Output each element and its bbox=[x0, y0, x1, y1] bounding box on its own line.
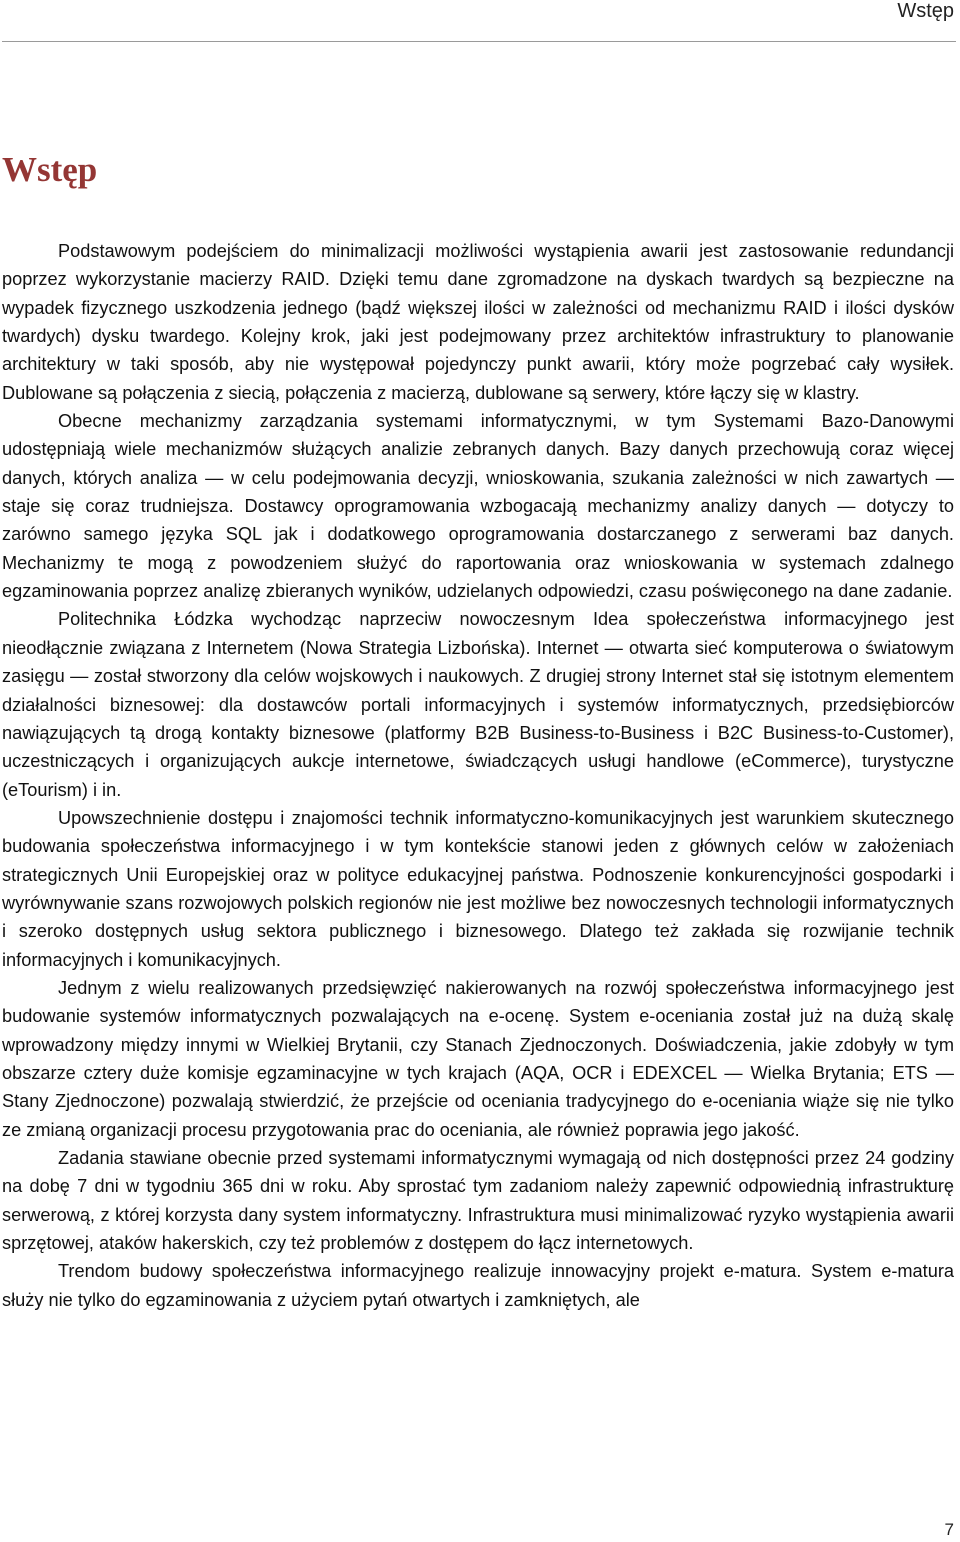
paragraph: Obecne mechanizmy zarządzania systemami informatycznymi, w tym Systemami Bazo-Danowymi udostępniają wiele mechanizmów służących analizie zebranych danych. Bazy danych przechowują coraz więcej danych, których analiza — w celu podejmowania decyzji, wnioskowania, szukania zależności w nich zawartych — staje się coraz trudniejsza. Dostawcy oprogramowania wzbogacają mechanizmy analizy danych — dotyczy to zarówno samego języka SQL jak i dodatkowego oprogramowania dostarczanego z serwerami baz danych. Mechanizmy te mogą z powodzeniem służyć do raportowania oraz wnioskowania w systemach zdalnego egzaminowania poprzez analizę zbieranych wyników, udzielanych odpowiedzi, czasu poświęconego na dane zadanie. bbox=[2, 411, 954, 602]
paragraph: Politechnika Łódzka wychodząc naprzeciw nowoczesnym Idea społeczeństwa informacyjnego jest nieodłącznie związana z Internetem (Nowa Strategia Lizbońska). Internet — otwarta sieć komputerowa o światowym zasięgu — został stworzony dla celów wojskowych i naukowych. Z drugiej strony Internet stał się istotnym elementem działalności biznesowej: dla dostawców portali informacyjnych i systemów informatycznych, przedsiębiorców nawiązujących tą drogą kontakty biznesowe (platformy B2B Business-to-Business i B2C Business-to-Customer), uczestniczących i organizujących aukcje internetowe, świadczących usługi handlowe (eCommerce), turystyczne (eTourism) i in. bbox=[2, 609, 954, 800]
running-header: Wstęp bbox=[897, 0, 954, 22]
header-divider bbox=[2, 41, 956, 42]
body-text bbox=[2, 237, 954, 1314]
chapter-title: Wstęp bbox=[2, 150, 98, 189]
page-number: 7 bbox=[944, 1520, 954, 1539]
paragraph: Zadania stawiane obecnie przed systemami informatycznymi wymagają od nich dostępności przez 24 godziny na dobę 7 dni w tygodniu 365 dni w roku. Aby sprostać tym zadaniom należy zapewnić odpowiednią infrastrukturę serwerową, z której korzysta dany system informatyczny. Infrastruktura musi minimalizować ryzyko wystąpienia awarii sprzętowej, ataków hakerskich, czy też problemów z dostępem do łącz internetowych. bbox=[2, 1148, 954, 1254]
paragraph: Upowszechnienie dostępu i znajomości technik informatyczno-komunikacyjnych jest warunkiem skutecznego budowania społeczeństwa informacyjnego i w tym kontekście stanowi jeden z głównych celów w założeniach strategicznych Unii Europejskiej oraz w polityce edukacyjnej państwa. Podnoszenie konkurencyjności gospodarki i wyrównywanie szans rozwojowych polskich regionów nie jest możliwe bez nowoczesnych technologii informatycznych i szeroko dostępnych usług sektora publicznego i biznesowego. Dlatego też zakłada się rozwijanie technik informacyjnych i komunikacyjnych. bbox=[2, 807, 954, 970]
paragraph: Trendom budowy społeczeństwa informacyjnego realizuje innowacyjny projekt e-matura. System e-matura służy nie tylko do egzaminowania z użyciem pytań otwartych i zamkniętych, ale bbox=[2, 1261, 954, 1310]
paragraph: Jednym z wielu realizowanych przedsięwzięć nakierowanych na rozwój społeczeństwa informacyjnego jest budowanie systemów informatycznych pozwalających na e-ocenę. System e-oceniania został już na dużą skalę wprowadzony między innymi w Wielkiej Brytanii, czy Stanach Zjednoczonych. Doświadczenia, jakie zdobyły w tym obszarze cztery duże komisje egzaminacyjne w tych krajach (AQA, OCR i EDEXCEL — Wielka Brytania; ETS — Stany Zjednoczone) pozwalają stwierdzić, że przejście od oceniania tradycyjnego do e-oceniania wiąże się nie tylko ze zmianą organizacji procesu przygotowania prac do oceniania, ale również poprawia jego jakość. bbox=[2, 977, 954, 1140]
paragraph: Podstawowym podejściem do minimalizacji możliwości wystąpienia awarii jest zastosowanie redundancji poprzez wykorzystanie macierzy RAID. Dzięki temu dane zgromadzone na dyskach twardych są bezpieczne na wypadek fizycznego uszkodzenia jednego (bądź większej ilości w zależności od mechanizmu RAID i ilości dysków twardych) dysku twardego. Kolejny krok, jaki jest podejmowany przez architektów infrastruktury to planowanie architektury w taki sposób, aby nie występował pojedynczy punkt awarii, który może pogrzebać cały wysiłek. Dublowane są połączenia z siecią, połączenia z macierzą, dublowane są serwery, które łączy się w klastry. bbox=[2, 241, 954, 403]
